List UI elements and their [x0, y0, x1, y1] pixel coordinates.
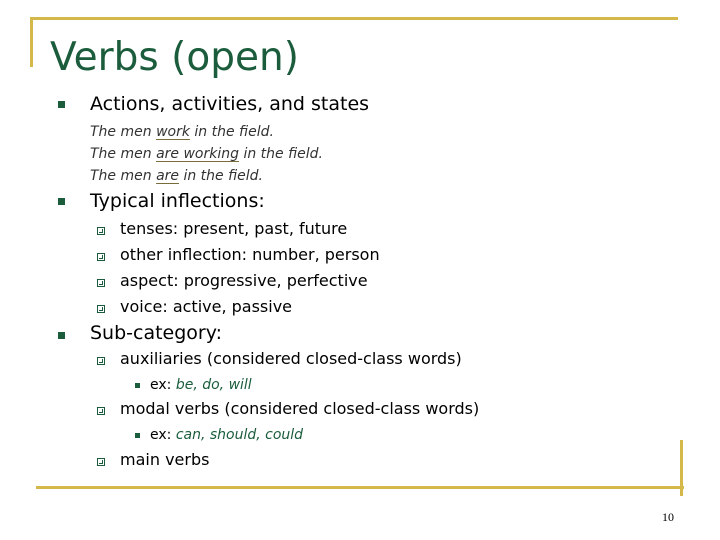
example-pre: The men — [90, 168, 157, 184]
slide-title: Verbs (open) — [50, 35, 299, 80]
hollow-square-bullet-icon — [97, 305, 105, 313]
bullet-actions: Actions, activities, and states — [90, 93, 370, 115]
ex-value: be, do, will — [175, 377, 252, 393]
hollow-square-bullet-icon — [97, 227, 105, 235]
example-line-2 — [90, 147, 323, 161]
ex-label: ex: — [150, 377, 176, 393]
right-rule — [680, 440, 683, 496]
modal-examples — [150, 428, 303, 442]
bottom-rule — [36, 486, 684, 489]
hollow-square-bullet-icon — [97, 357, 105, 365]
left-rule — [30, 17, 33, 67]
square-bullet-icon — [58, 198, 65, 205]
example-post: in the field. — [189, 124, 274, 140]
inflection-item: tenses: present, past, future — [120, 219, 348, 238]
hollow-square-bullet-icon — [97, 279, 105, 287]
auxiliary-examples — [150, 378, 252, 392]
top-rule — [30, 17, 678, 20]
square-bullet-icon — [58, 332, 65, 339]
inflection-item: aspect: progressive, perfective — [120, 271, 368, 290]
example-pre: The men — [90, 146, 157, 162]
example-verb: are working — [156, 146, 239, 162]
hollow-square-bullet-icon — [97, 458, 105, 466]
example-line-1 — [90, 125, 274, 139]
hollow-square-bullet-icon — [97, 407, 105, 415]
ex-value: can, should, could — [175, 427, 304, 443]
example-verb: work — [156, 124, 190, 140]
hollow-square-bullet-icon — [97, 253, 105, 261]
inflection-item: other inflection: number, person — [120, 245, 380, 264]
example-line-3 — [90, 169, 263, 183]
square-bullet-icon — [135, 433, 140, 438]
inflection-item: voice: active, passive — [120, 297, 293, 316]
example-post: in the field. — [239, 146, 323, 162]
example-pre: The men — [90, 124, 157, 140]
ex-label: ex: — [150, 427, 176, 443]
example-post: in the field. — [179, 168, 263, 184]
square-bullet-icon — [58, 101, 65, 108]
subcategory-main: main verbs — [120, 450, 210, 469]
subcategory-modal: modal verbs (considered closed-class words) — [120, 399, 480, 418]
bullet-subcategory: Sub-category: — [90, 322, 223, 344]
square-bullet-icon — [135, 383, 140, 388]
example-verb: are — [156, 168, 180, 184]
page-number: 10 — [662, 510, 674, 524]
bullet-inflections: Typical inflections: — [90, 190, 265, 212]
subcategory-auxiliaries: auxiliaries (considered closed-class words) — [120, 349, 462, 368]
